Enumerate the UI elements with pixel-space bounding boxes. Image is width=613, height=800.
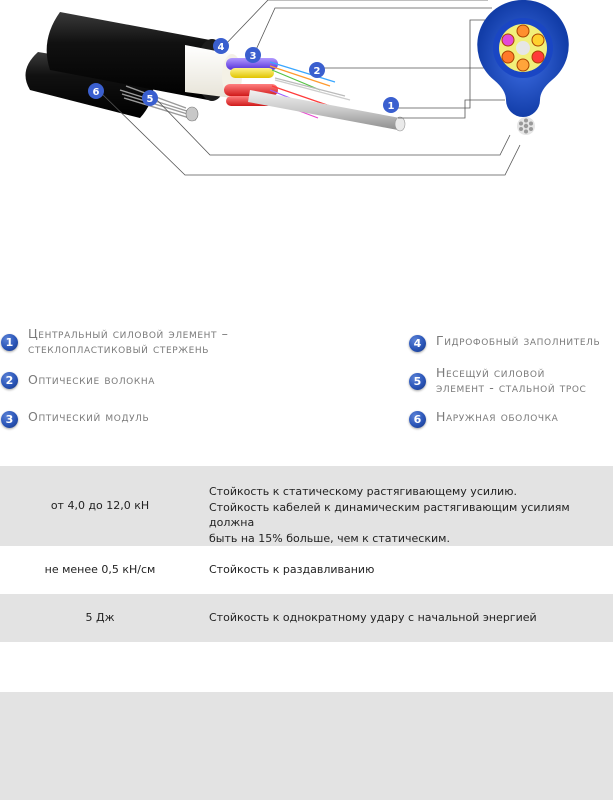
svg-text:2: 2 [313,66,321,77]
legend-badge-2: 2 [1,372,18,389]
spec-description [209,610,594,626]
legend-text-1a: Центральный силовой элемент – [28,326,229,341]
legend-badge-5: 5 [409,373,426,390]
legend-text-6: Наружная оболочка [436,409,559,424]
cable-cross-section-diagram [0,0,613,190]
spec-desc-line: Стойкость к раздавливанию [209,563,375,576]
central-strength-rod [248,90,400,130]
svg-text:6: 6 [92,87,100,98]
spec-description [209,562,594,578]
svg-text:5: 5 [146,94,154,105]
legend-badge-6: 6 [409,411,426,428]
legend-text-5b: элемент - стальной трос [436,380,587,395]
svg-text:4: 4 [217,42,225,53]
callout-2 [309,62,325,78]
callout-6 [88,83,104,99]
spec-row-crush [0,546,613,594]
legend-text-1b: стеклопластиковый стержень [28,341,210,356]
legend-badge-4: 4 [409,335,426,352]
legend-text-3: Оптический модуль [28,409,150,424]
legend-badge-1: 1 [1,334,18,351]
spec-value: 5 Дж [85,611,115,624]
spec-value: не менее 0,5 кН/см [44,563,156,576]
spec-row-empty-shaded [0,692,613,800]
spec-row-tensile [0,466,613,546]
legend-badge-3: 3 [1,411,18,428]
spec-desc-line: быть на 15% больше, чем к статическим. [209,531,450,545]
spec-desc-line: Стойкость к однократному удару с начальной энергией [209,611,537,624]
callout-1 [383,97,399,113]
svg-text:1: 1 [387,101,395,112]
spec-desc-line: Стойкость кабелей к динамическим растягивающим усилиям должна [209,500,570,529]
callout-5 [142,90,158,106]
spec-value: от 4,0 до 12,0 кН [50,499,150,512]
spec-row-empty [0,642,613,692]
legend-text-5a: Несещуй силовой [436,365,545,380]
callout-4 [213,38,229,54]
svg-text:3: 3 [249,51,257,62]
cross-section-view [477,0,568,135]
legend-text-2: Оптические волокна [28,372,155,387]
callout-3 [245,47,261,63]
legend-text-4: Гидрофобный заполнитель [436,333,601,348]
spec-desc-line: Стойкость к статическому растягивающему усилию. [209,485,517,498]
spec-description [209,484,594,546]
spec-row-impact [0,594,613,642]
